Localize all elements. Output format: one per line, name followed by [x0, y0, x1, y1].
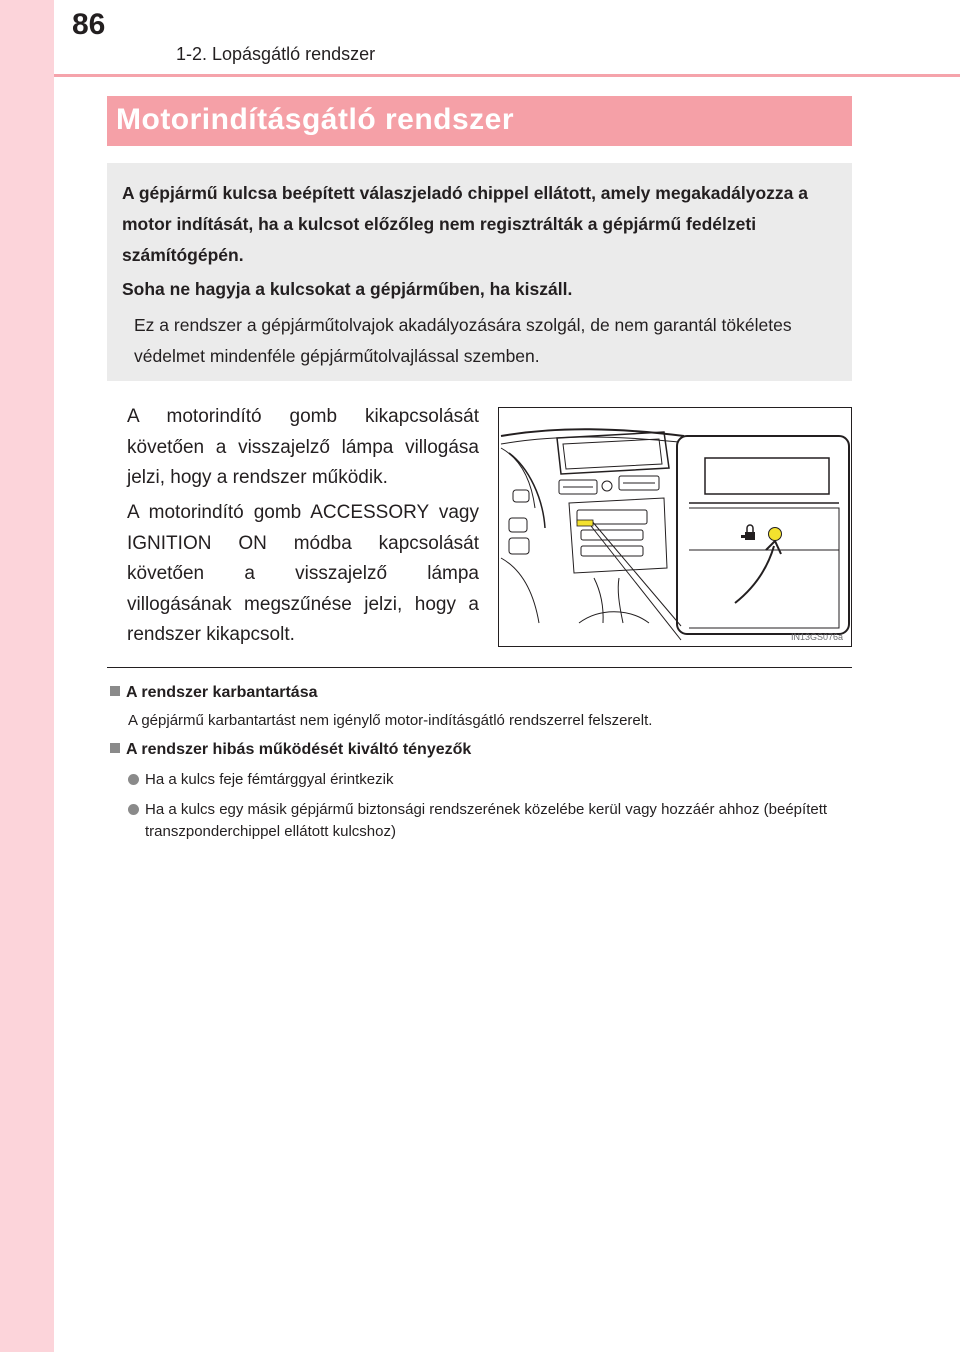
figure-code: IN13GS076a [790, 632, 843, 642]
circle-bullet-icon [128, 804, 139, 815]
note-text-maintenance: A gépjármű karbantartást nem igénylő motor-indításgátló rendszerrel felszerelt. [128, 712, 653, 729]
intro-note: Ez a rendszer a gépjárműtolvajok akadályozására szolgál, de nem garantál tökéletes védelmet mindenféle gépjárműtolvajlással szemben. [134, 315, 792, 366]
square-bullet-icon [110, 743, 120, 753]
note-heading-malfunction: A rendszer hibás működését kiváltó tényezők [110, 741, 471, 759]
list-item: Ha a kulcs feje fémtárggyal érintkezik [128, 769, 854, 791]
header-rule [54, 74, 960, 77]
page-number: 86 [72, 8, 106, 41]
list-item: Ha a kulcs egy másik gépjármű biztonsági rendszerének közelébe kerül vagy hozzáér ahhoz (beépített transzponderchippel ellátott kulcshoz) [128, 799, 854, 843]
body-paragraph-2: A motorindító gomb ACCESSORY vagy IGNITION ON módba kapcsolását követően a visszajelző lámpa villogásának megszűnése jelzi, hogy a rendszer kikapcsolt. [127, 502, 479, 645]
note-heading-maintenance: A rendszer karbantartása [110, 684, 318, 702]
dashboard-drawing [499, 408, 852, 647]
section-reference: 1-2. Lopásgátló rendszer [176, 44, 376, 64]
intro-paragraph: A gépjármű kulcsa beépített válaszjeladó chippel ellátott, amely megakadályozza a motor indítását, ha a kulcsot előzőleg nem regisztrálták a gépjármű fedélzeti számítógépén. [122, 183, 808, 265]
intro-warning: Soha ne hagyja a kulcsokat a gépjárműben, ha kiszáll. [122, 279, 573, 299]
body-paragraph-1: A motorindító gomb kikapcsolását követően a visszajelző lámpa villogása jelzi, hogy a rendszer működik. [127, 406, 479, 488]
dashboard-illustration [498, 407, 852, 647]
side-color-strip [0, 0, 54, 1352]
square-bullet-icon [110, 686, 120, 696]
page-title: Motorindításgátló rendszer [116, 103, 515, 136]
circle-bullet-icon [128, 774, 139, 785]
section-divider [107, 667, 852, 668]
